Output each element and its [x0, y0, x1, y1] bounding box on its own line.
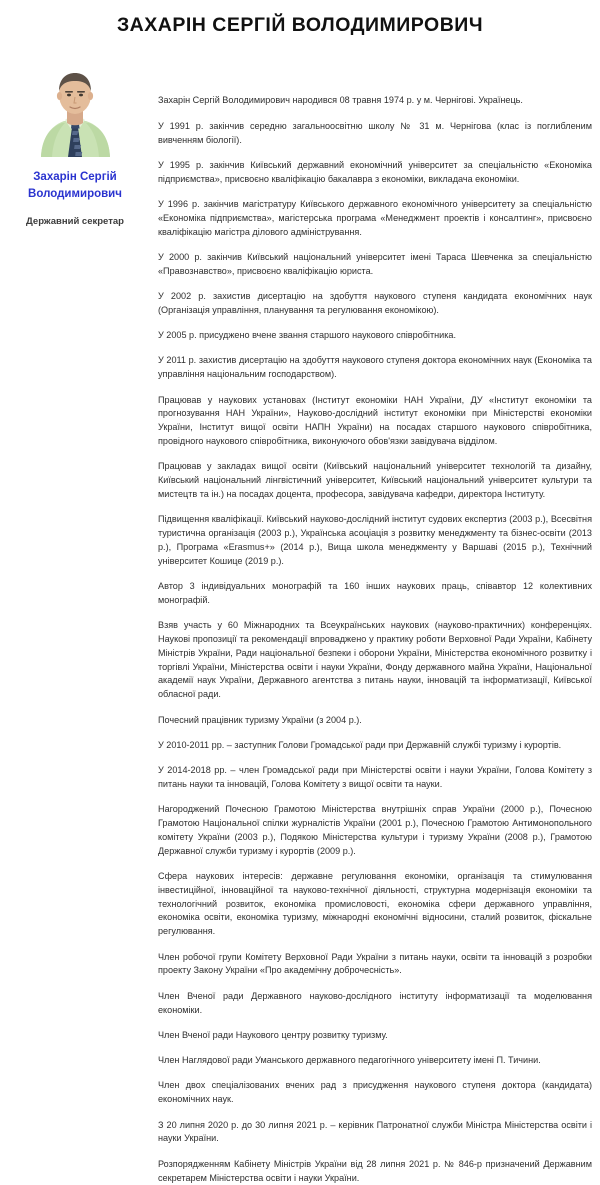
bio-paragraph: У 2005 р. присуджено вчене звання старшого наукового співробітника. — [158, 330, 456, 341]
bio-paragraph: Почесний працівник туризму України (з 2004 р.). — [158, 714, 362, 725]
person-name-link[interactable]: Захарін Сергій Володимирович — [28, 171, 122, 201]
bio-paragraph: Член двох спеціалізованих вчених рад з присудження наукового ступеня доктора (кандидата) економічних наук. — [158, 1080, 592, 1105]
page-content — [0, 46, 600, 1185]
person-role-label: Державний секретар — [26, 215, 124, 227]
bio-paragraph: Взяв участь у 60 Міжнародних та Всеукраїнських наукових (науково-практичних) конференціях. Наукові пропозиції та рекомендації впроваджено у практику роботи Верховної Ради України, Кабінету Міністрів України, Ради національної безпеки і оборони України, Міністерства економічного розвитку і торгівлі України, Міністерства освіти і науки України, Фонду державного майна України, Національної академії наук України, Державного агентства з питань науки, інновацій та інформатизації, Київської обласної ради. — [158, 620, 592, 700]
bio-paragraph: У 2002 р. захистив дисертацію на здобуття наукового ступеня кандидата економічних наук (Організація управління, планування та регулювання економікою). — [158, 291, 592, 315]
page-title: ЗАХАРІН СЕРГІЙ ВОЛОДИМИРОВИЧ — [116, 14, 484, 36]
bio-paragraph: Член Вченої ради Наукового центру розвитку туризму. — [158, 1029, 388, 1040]
bio-paragraph: Працював у наукових установах (Інститут економіки НАН України, ДУ «Інститут економіки та прогнозування НАН України», Науково-дослідний інститут економіки при Міністерстві економіки України, Інститут вищої освіти НАПН України) на посадах старшого наукового співробітника, провідного наукового співробітника, виконуючого обов'язки завідувача відділом. — [158, 394, 592, 447]
profile-sidebar — [0, 46, 150, 228]
bio-paragraph: У 1995 р. закінчив Київський державний економічний університет за спеціальністю «Економіка підприємства», присвоєно кваліфікацію бакалавра з економіки, викладача економіки. — [158, 159, 592, 184]
bio-paragraph: Сфера наукових інтересів: державне регулювання економіки, організація та стимулювання інвестиційної, інноваційної та науково-технічної діяльності, структурна модернізація економіки та технологічний розвиток, економіка промисловості, економіка сфери державного управління, економіка освіти, економіка туризму, міжнародні економічні відносини, сталий розвиток, фіскальне регулювання. — [158, 871, 592, 937]
bio-paragraph: Розпорядженням Кабінету Міністрів України від 28 липня 2021 р. № 846-р призначений Державним секретарем Міністерства освіти і науки України. — [158, 1158, 592, 1183]
bio-paragraph: Член робочої групи Комітету Верховної Ради України з питань науки, освіти та інновацій з розробки проекту Закону України «Про академічну доброчесність». — [158, 951, 592, 976]
bio-paragraph: Нагороджений Почесною Грамотою Міністерства внутрішніх справ України (2000 р.), Почесною Грамотою Національної спілки журналістів України (2001 р.), Почесною Грамотою Антимонопольного комітету України (2003 р.), Подякою Міністерства культури і туризму України (2008 р.), Грамотою Державної служби туризму і курортів (2009 р.). — [158, 804, 592, 856]
portrait-photo — [29, 65, 121, 157]
bio-paragraph: У 2010-2011 рр. – заступник Голови Громадської ради при Державній службі туризму і курортів. — [158, 739, 562, 750]
bio-paragraph: Автор 3 індивідуальних монографій та 160 інших наукових праць, співавтор 12 колективних монографій. — [158, 581, 592, 605]
bio-paragraph: Член Вченої ради Державного науково-дослідного інституту інформатизації та моделювання економіки. — [158, 990, 592, 1015]
bio-paragraph: У 2000 р. закінчив Київський національний університет імені Тараса Шевченка за спеціальністю «Правознавство», присвоєно кваліфікацію юриста. — [158, 251, 592, 276]
bio-paragraph: У 2014-2018 рр. – член Громадської ради при Міністерстві освіти і науки України, Голова Комітету з питань науки та інновацій, Голова Комітету з вищої освіти та науки. — [158, 765, 592, 789]
bio-paragraph: Працював у закладах вищої освіти (Київський національний університет технологій та дизайну, Київський національний лінгвістичний університет, Київський національний університет культури та мистецтв та ін.) на посадах доцента, професора, завідувача кафедри, директора Інституту. — [158, 461, 592, 499]
bio-paragraph: З 20 липня 2020 р. до 30 липня 2021 р. – керівник Патронатної служби Міністра Міністерства освіти і науки України. — [158, 1119, 592, 1144]
bio-paragraph: У 1996 р. закінчив магістратуру Київського державного економічного університету за спеціальністю «Економіка підприємства», магістерська програма «Менеджмент проектів і консалтинг», присвоєно кваліфікацію магістра ділового адміністрування. — [158, 198, 592, 237]
bio-paragraph: Член Наглядової ради Уманського державного педагогічного університету імені П. Тичини. — [158, 1055, 541, 1066]
bio-paragraph: У 2011 р. захистив дисертацію на здобуття наукового ступеня доктора економічних наук (Економіка та управління національним господарством). — [158, 355, 592, 380]
biography-article — [150, 46, 600, 1185]
bio-paragraph: У 1991 р. закінчив середню загальноосвітню школу № 31 м. Чернігова (клас із поглибленим вивченням біології). — [158, 120, 592, 145]
bio-paragraph: Захарін Сергій Володимирович народився 08 травня 1974 р. у м. Чернігові. Українець. — [158, 95, 523, 106]
bio-paragraph: Підвищення кваліфікації. Київський науково-дослідний інститут судових експертиз (2003 р.), Всесвітня туристична організація (2003 р.), Українська асоціація з розвитку менеджменту та бізнес-освіти (2013 р.), Програма «Erasmus+» (2014 р.), Вища школа менеджменту у Варшаві (2015 р.), Технічний університет Кошице (2019 р.). — [158, 514, 592, 566]
